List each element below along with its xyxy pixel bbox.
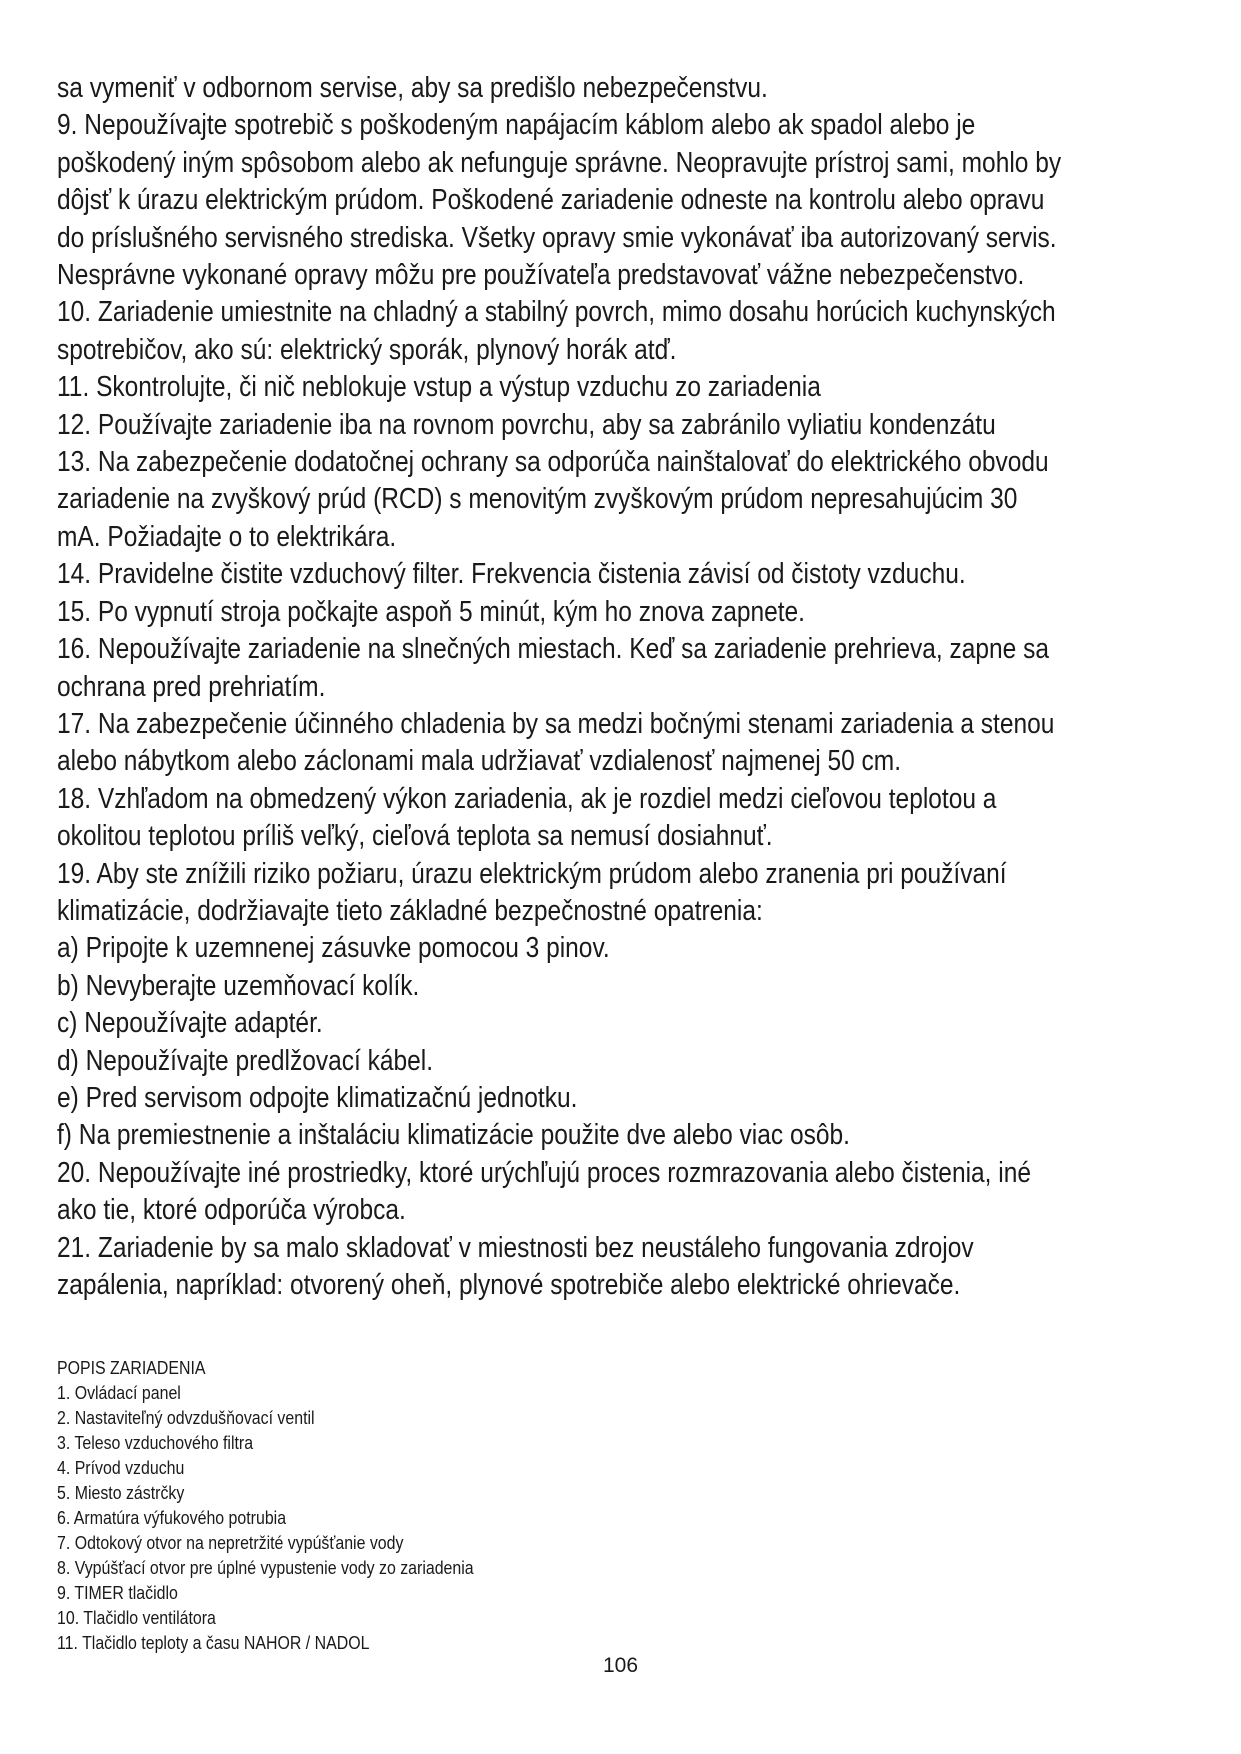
text-line: b) Nevyberajte uzemňovací kolík. <box>57 969 420 1002</box>
list-item: 9. TIMER tlačidlo <box>57 1582 178 1603</box>
text-line: zapálenia, napríklad: otvorený oheň, plynové spotrebiče alebo elektrické ohrievače. <box>57 1269 961 1301</box>
text-line: 16. Nepoužívajte zariadenie na slnečných miestach. Keď sa zariadenie prehrieva, zapne sa <box>57 633 1049 666</box>
text-line: c) Nepoužívajte adaptér. <box>57 1007 323 1040</box>
text-line: sa vymeniť v odbornom servise, aby sa predišlo nebezpečenstvu. <box>57 72 768 104</box>
text-line: ako tie, ktoré odporúča výrobca. <box>57 1194 406 1227</box>
text-line: a) Pripojte k uzemnenej zásuvke pomocou 3 pinov. <box>57 932 610 965</box>
list-item: 11. Tlačidlo teploty a času NAHOR / NADOL <box>57 1632 370 1653</box>
text-line: poškodený iným spôsobom alebo ak nefunguje správne. Neopravujte prístroj sami, mohlo by <box>57 146 1062 179</box>
text-line: d) Nepoužívajte predlžovací kábel. <box>57 1044 434 1077</box>
list-item: 1. Ovládací panel <box>57 1382 181 1403</box>
text-line: 18. Vzhľadom na obmedzený výkon zariadenia, ak je rozdiel medzi cieľovou teplotou a <box>57 782 997 815</box>
text-line: spotrebičov, ako sú: elektrický sporák, plynový horák atď. <box>57 333 677 366</box>
safety-instructions <box>57 70 1192 1304</box>
list-item: 3. Teleso vzduchového filtra <box>57 1432 254 1453</box>
text-line: 9. Nepoužívajte spotrebič s poškodeným napájacím káblom alebo ak spadol alebo je <box>57 109 976 142</box>
text-line: klimatizácie, dodržiavajte tieto základné bezpečnostné opatrenia: <box>57 894 763 927</box>
list-item: 6. Armatúra výfukového potrubia <box>57 1507 287 1528</box>
text-line: 11. Skontrolujte, či nič neblokuje vstup a výstup vzduchu zo zariadenia <box>57 371 821 404</box>
text-line: ochrana pred prehriatím. <box>57 670 326 703</box>
text-line: 20. Nepoužívajte iné prostriedky, ktoré urýchľujú proces rozmrazovania alebo čistenia, iné <box>57 1156 1031 1189</box>
text-line: 21. Zariadenie by sa malo skladovať v miestnosti bez neustáleho fungovania zdrojov <box>57 1231 974 1264</box>
list-item: 7. Odtokový otvor na nepretržité vypúšťanie vody <box>57 1532 404 1553</box>
list-item: 2. Nastaviteľný odvzdušňovací ventil <box>57 1407 315 1428</box>
text-line: Nesprávne vykonané opravy môžu pre používateľa predstavovať vážne nebezpečenstvo. <box>57 259 1025 292</box>
list-item: 5. Miesto zástrčky <box>57 1482 185 1503</box>
page-number: 106 <box>602 1654 639 1677</box>
text-line: e) Pred servisom odpojte klimatizačnú jednotku. <box>57 1081 578 1114</box>
text-line: 17. Na zabezpečenie účinného chladenia by sa medzi bočnými stenami zariadenia a stenou <box>57 707 1055 740</box>
list-item: 8. Vypúšťací otvor pre úplné vypustenie vody zo zariadenia <box>57 1557 474 1578</box>
text-line: alebo nábytkom alebo záclonami mala udržiavať vzdialenosť najmenej 50 cm. <box>57 745 902 778</box>
list-item: 10. Tlačidlo ventilátora <box>57 1607 216 1628</box>
section-title: POPIS ZARIADENIA <box>57 1357 206 1378</box>
text-line: 14. Pravidelne čistite vzduchový filter. Frekvencia čistenia závisí od čistoty vzduchu. <box>57 558 966 591</box>
text-line: do príslušného servisného strediska. Všetky opravy smie vykonávať iba autorizovaný servis. <box>57 221 1057 254</box>
text-line: okolitou teplotou príliš veľký, cieľová teplota sa nemusí dosiahnuť. <box>57 820 773 853</box>
text-line: 19. Aby ste znížili riziko požiaru, úrazu elektrickým prúdom alebo zranenia pri používaní <box>57 857 1007 890</box>
text-line: 13. Na zabezpečenie dodatočnej ochrany sa odporúča nainštalovať do elektrického obvodu <box>57 446 1049 479</box>
text-line: 10. Zariadenie umiestnite na chladný a stabilný povrch, mimo dosahu horúcich kuchynských <box>57 296 1056 329</box>
list-item: 4. Prívod vzduchu <box>57 1457 185 1478</box>
text-line: 15. Po vypnutí stroja počkajte aspoň 5 minút, kým ho znova zapnete. <box>57 595 805 628</box>
text-line: 12. Používajte zariadenie iba na rovnom povrchu, aby sa zabránilo vyliatiu kondenzátu <box>57 408 996 441</box>
device-description <box>57 1355 474 1655</box>
text-line: f) Na premiestnenie a inštaláciu klimatizácie použite dve alebo viac osôb. <box>57 1119 850 1152</box>
text-line: dôjsť k úrazu elektrickým prúdom. Poškodené zariadenie odneste na kontrolu alebo opravu <box>57 184 1045 217</box>
text-line: mA. Požiadajte o to elektrikára. <box>57 520 397 553</box>
text-line: zariadenie na zvyškový prúd (RCD) s menovitým zvyškovým prúdom nepresahujúcim 30 <box>57 483 1018 516</box>
